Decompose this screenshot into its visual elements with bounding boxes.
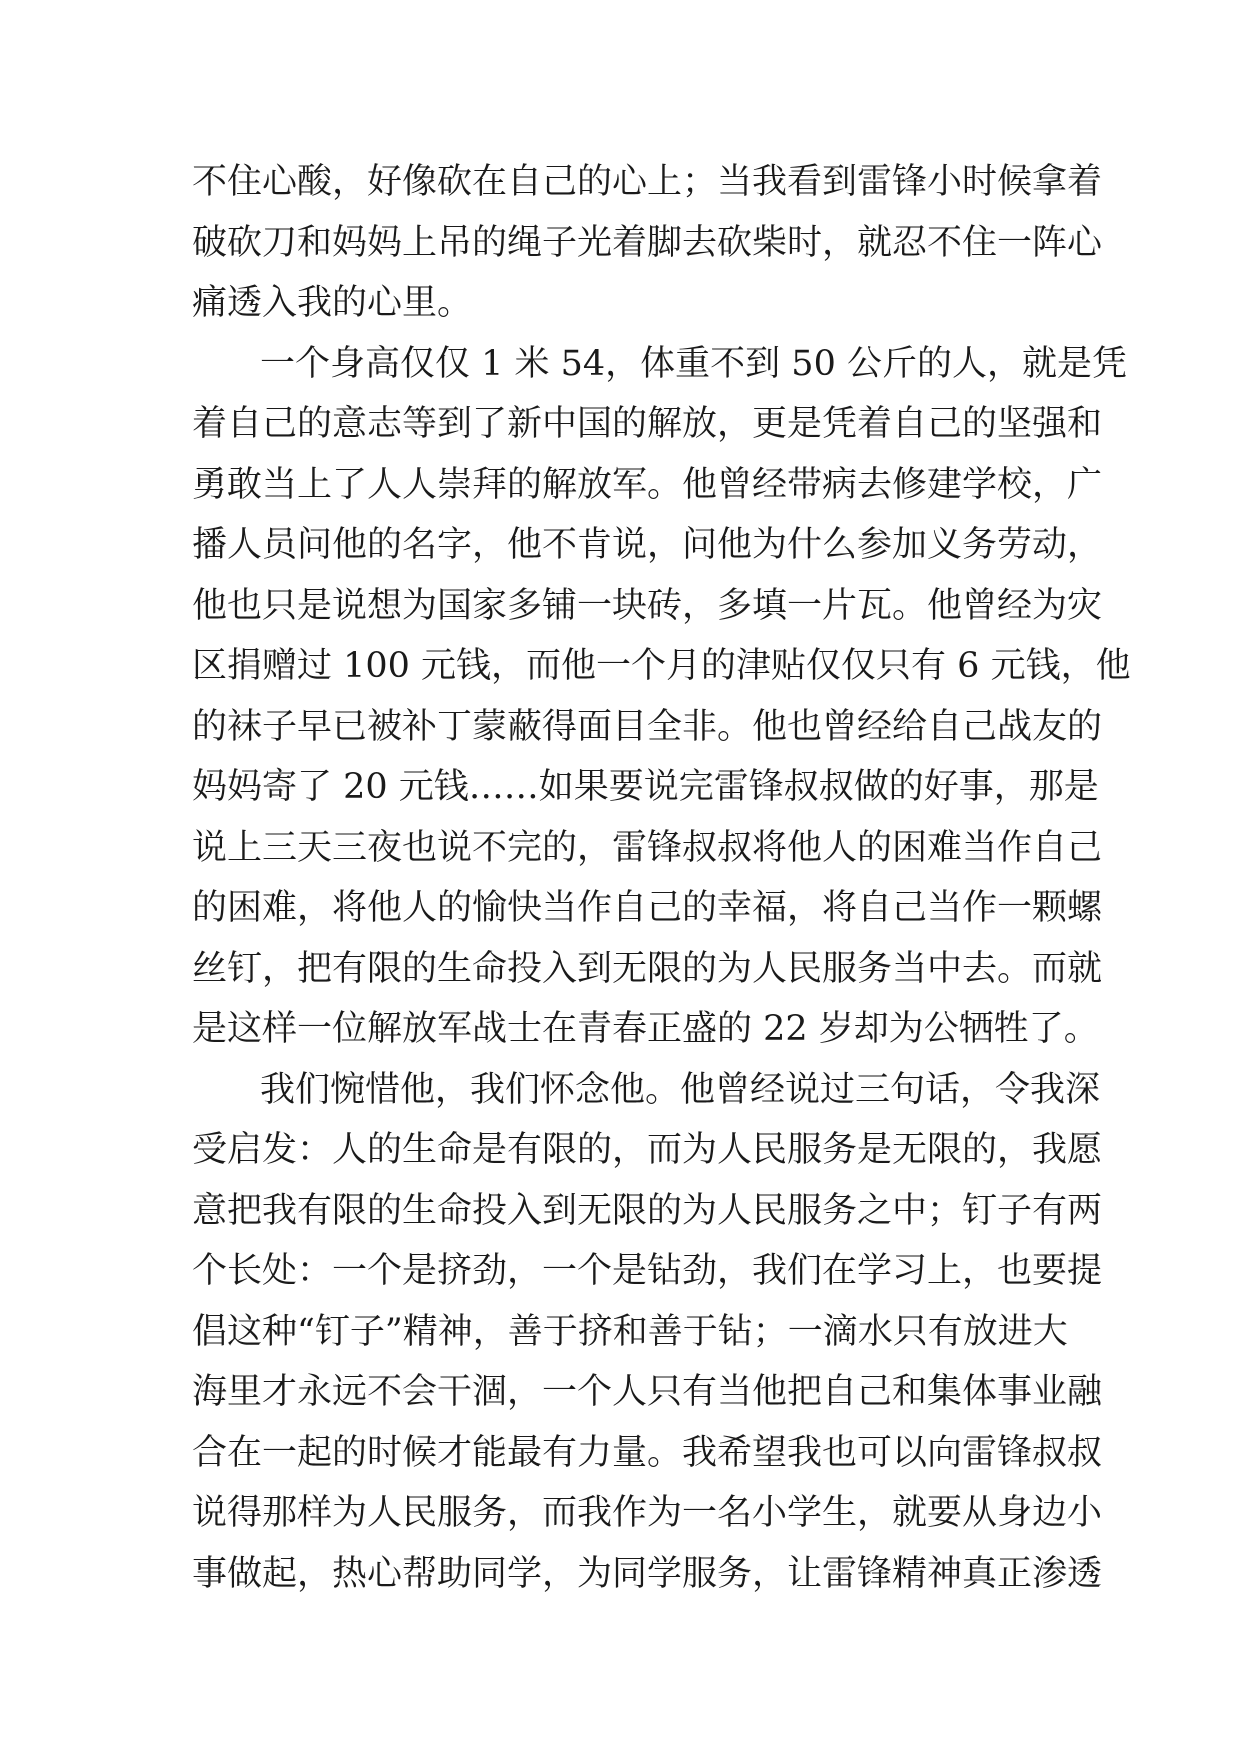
text-line: 倡这种“钉子”精神，善于挤和善于钻；一滴水只有放进大 [192, 1311, 1068, 1352]
text-line: 的困难，将他人的愉快当作自己的幸福，将自己当作一颗螺 [192, 888, 1103, 928]
text-line: 海里才永远不会干涸，一个人只有当他把自己和集体事业融 [192, 1372, 1103, 1412]
text-line: 不住心酸，好像砍在自己的心上；当我看到雷锋小时候拿着 [192, 162, 1103, 202]
text-line: 意把我有限的生命投入到无限的为人民服务之中；钉子有两 [192, 1190, 1103, 1231]
text-line: 痛透入我的心里。 [192, 283, 473, 323]
text-line: 着自己的意志等到了新中国的解放，更是凭着自己的坚强和 [192, 404, 1103, 444]
text-line: 播人员问他的名字，他不肯说，问他为什么参加义务劳动， [192, 525, 1103, 565]
text-line: 事做起，热心帮助同学，为同学服务，让雷锋精神真正渗透 [192, 1553, 1103, 1594]
paragraph-first-line: 一个身高仅仅 1 米 54，体重不到 50 公斤的人，就是凭 [260, 343, 1127, 384]
text-line: 合在一起的时候才能最有力量。我希望我也可以向雷锋叔叔 [192, 1432, 1103, 1473]
body-text [192, 152, 1131, 1604]
text-line: 个长处：一个是挤劲，一个是钻劲，我们在学习上，也要提 [192, 1251, 1103, 1291]
text-line: 丝钉，把有限的生命投入到无限的为人民服务当中去。而就 [192, 948, 1103, 989]
text-line: 他也只是说想为国家多铺一块砖，多填一片瓦。他曾经为灾 [192, 585, 1103, 626]
text-line: 受启发：人的生命是有限的，而为人民服务是无限的，我愿 [192, 1130, 1103, 1170]
text-line: 说得那样为人民服务，而我作为一名小学生，就要从身边小 [192, 1493, 1103, 1533]
text-line: 是这样一位解放军战士在青春正盛的 22 岁却为公牺牲了。 [192, 1009, 1099, 1049]
text-line: 破砍刀和妈妈上吊的绳子光着脚去砍柴时，就忍不住一阵心 [192, 222, 1103, 263]
text-line: 区捐赠过 100 元钱，而他一个月的津贴仅仅只有 6 元钱，他 [192, 646, 1131, 686]
text-line: 勇敢当上了人人崇拜的解放军。他曾经带病去修建学校，广 [192, 464, 1103, 505]
text-line: 妈妈寄了 20 元钱……如果要说完雷锋叔叔做的好事，那是 [192, 767, 1099, 807]
text-line: 的袜子早已被补丁蒙蔽得面目全非。他也曾经给自己战友的 [192, 706, 1103, 747]
text-line: 说上三天三夜也说不完的，雷锋叔叔将他人的困难当作自己 [192, 827, 1103, 868]
paragraph-first-line: 我们惋惜他，我们怀念他。他曾经说过三句话，令我深 [260, 1069, 1101, 1110]
